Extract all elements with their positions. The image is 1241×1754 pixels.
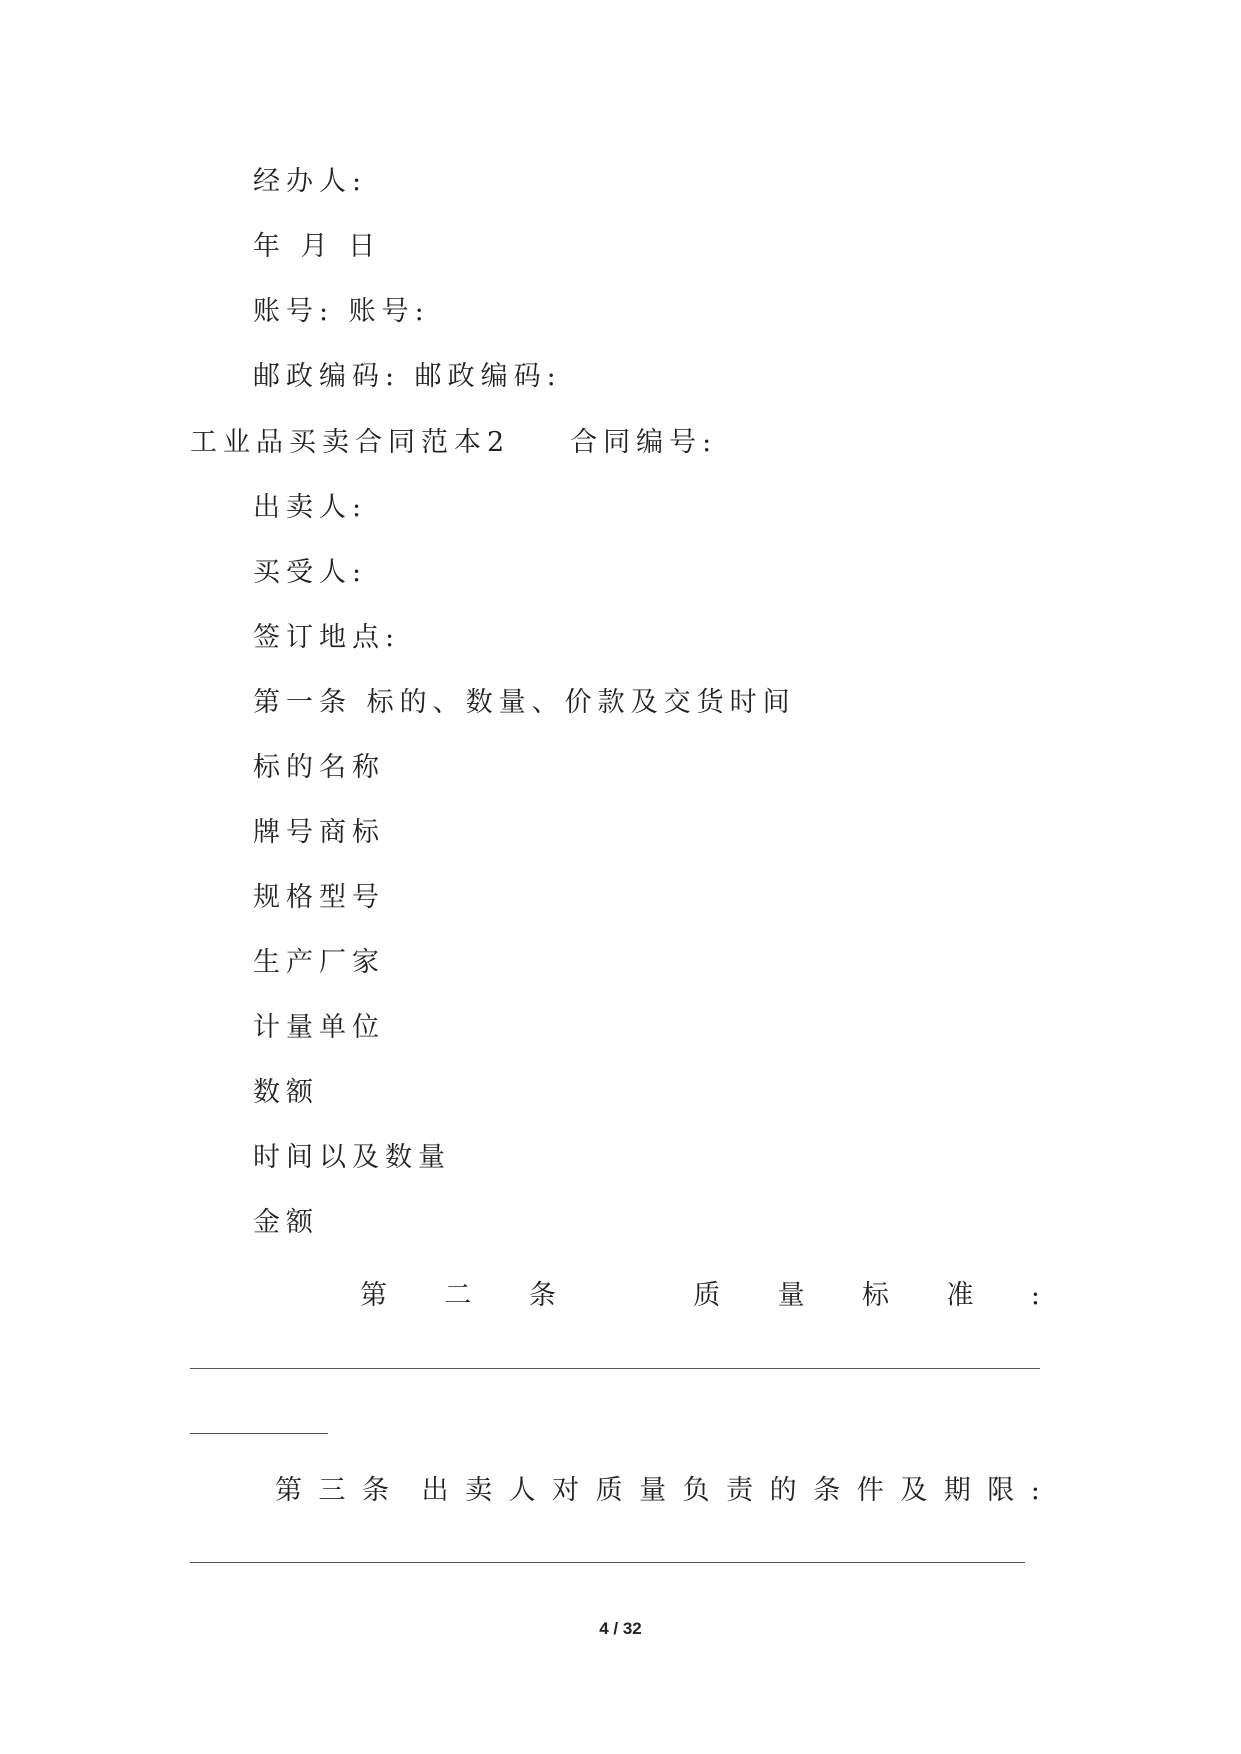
time-quantity-line: 时间以及数量 (253, 1142, 451, 1173)
article-2-char: 二 (444, 1280, 472, 1311)
article-3-char: 对 (552, 1475, 580, 1506)
buyer-line: 买受人: (253, 557, 368, 588)
article-3-char: 质 (595, 1475, 623, 1506)
article-3-char: 量 (639, 1475, 667, 1506)
item-name-line: 标的名称 (253, 752, 385, 783)
money-line: 金额 (253, 1207, 319, 1238)
article-3-char: 限 (987, 1475, 1015, 1506)
article-2-heading (360, 1282, 1040, 1309)
unit-line: 计量单位 (253, 1012, 385, 1043)
article-3-char: 及 (900, 1475, 928, 1506)
article-3-char: 的 (769, 1475, 797, 1506)
signing-place-line: 签订地点: (253, 622, 401, 653)
article-2-char: 量 (777, 1280, 805, 1311)
maker-line: 生产厂家 (253, 947, 385, 978)
handler-line: 经办人: (253, 166, 368, 197)
spec-line: 规格型号 (253, 882, 385, 913)
contract-number-label: 合同编号: (570, 427, 718, 458)
article-3-char: 出 (421, 1475, 449, 1506)
fill-in-rule-short (190, 1433, 328, 1434)
article-3-char: 第 (275, 1475, 302, 1506)
article-2-char: 第 (360, 1280, 387, 1311)
article-1-heading: 第一条 标的、数量、价款及交货时间 (253, 687, 796, 718)
article-3-char: 责 (726, 1475, 754, 1506)
amount-count-line: 数额 (253, 1077, 319, 1108)
fill-in-rule (190, 1368, 1040, 1369)
article-3-heading (275, 1477, 1040, 1504)
fill-in-rule-2 (190, 1562, 1025, 1563)
article-3-char: 期 (943, 1475, 971, 1506)
account-line: 账号: 账号: (253, 296, 430, 327)
article-3-char: 卖 (465, 1475, 493, 1506)
brand-line: 牌号商标 (253, 817, 385, 848)
article-3-char: 人 (508, 1475, 536, 1506)
article-3-char: 件 (856, 1475, 884, 1506)
article-2-char: 质 (693, 1280, 721, 1311)
seller-line: 出卖人: (253, 492, 368, 523)
contract-title: 工业品买卖合同范本2 (190, 427, 511, 458)
article-2-char: 标 (862, 1280, 890, 1311)
article-3-char: 条 (813, 1475, 841, 1506)
article-2-char: 条 (528, 1280, 556, 1311)
contract-heading (190, 429, 717, 456)
page-number: 4 / 32 (599, 1619, 642, 1638)
article-3-char: 三 (318, 1475, 346, 1506)
postcode-line: 邮政编码: 邮政编码: (253, 361, 562, 392)
article-2-char: 准 (946, 1280, 974, 1311)
article-3-char: 负 (682, 1475, 710, 1506)
article-3-char: 条 (362, 1475, 390, 1506)
date-line: 年 月 日 (253, 231, 382, 262)
article-3-char: : (1030, 1475, 1040, 1506)
article-2-char: : (1030, 1280, 1040, 1311)
